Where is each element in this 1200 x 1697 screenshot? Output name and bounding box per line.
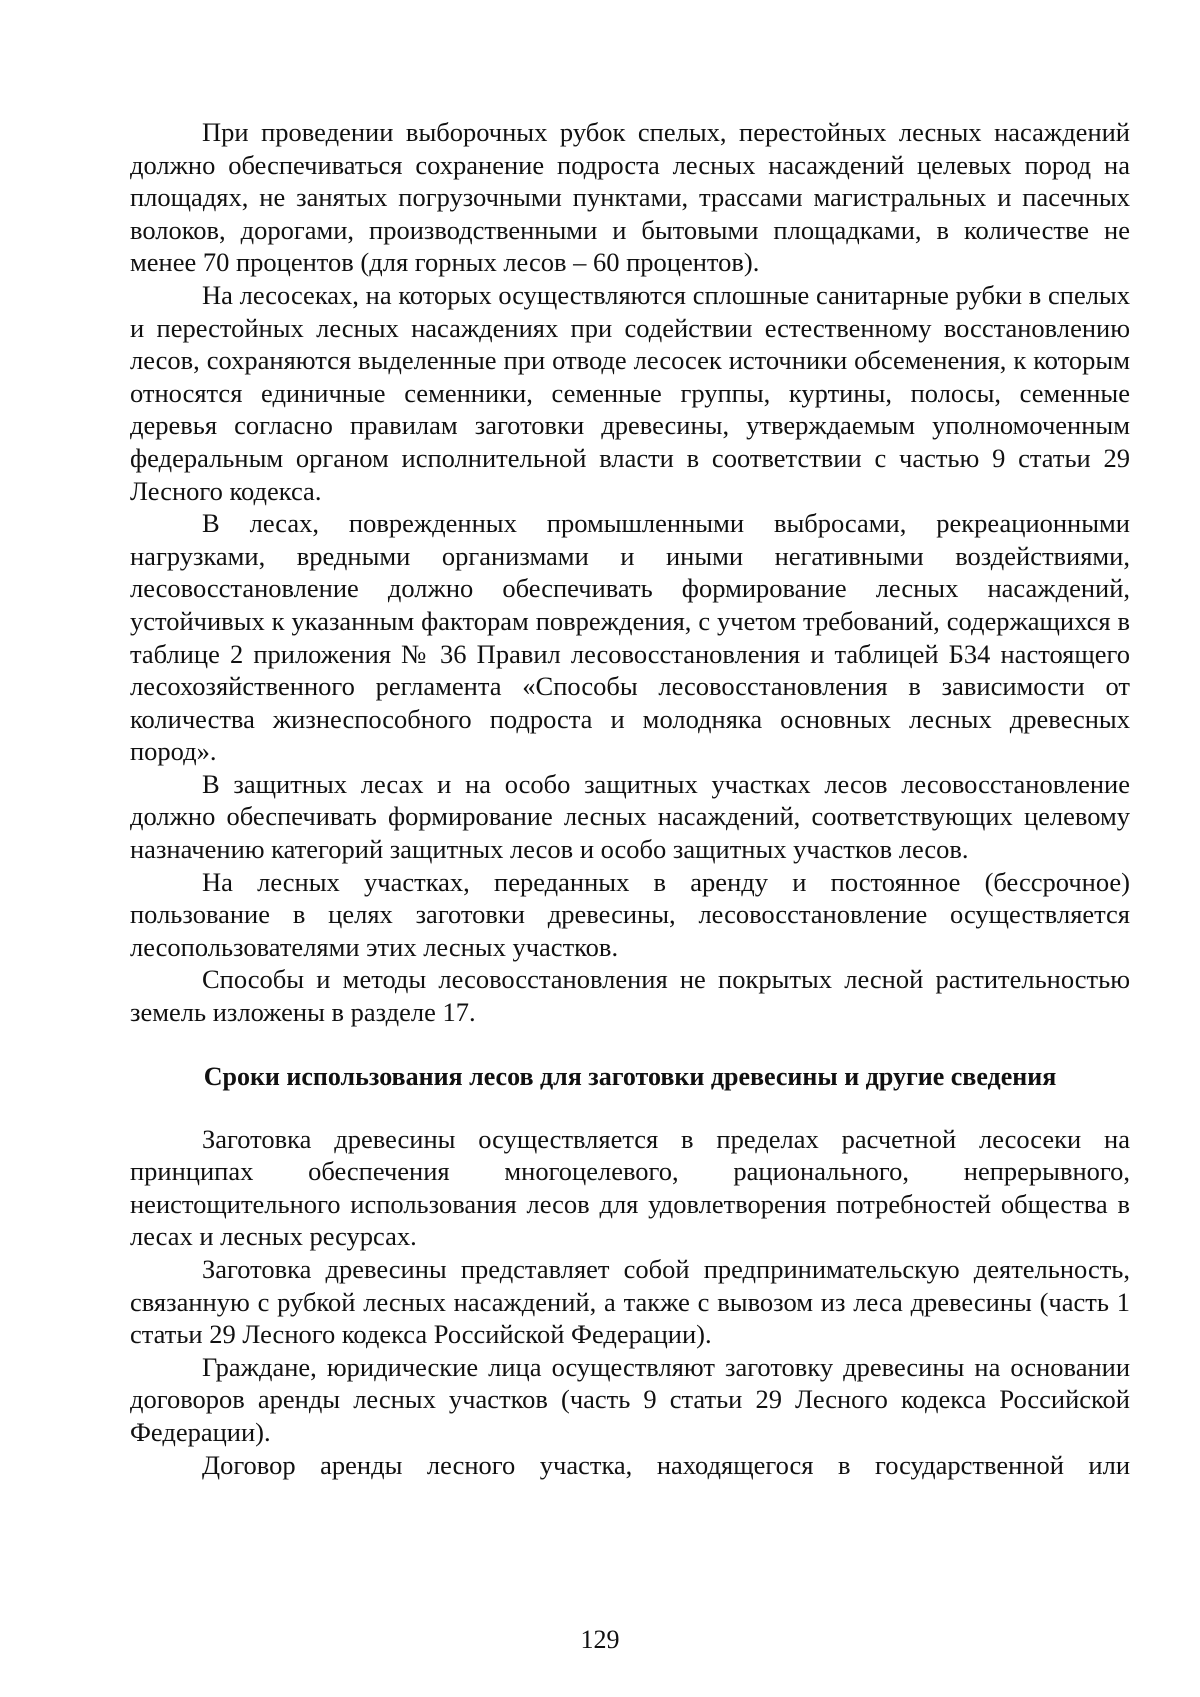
paragraph-protective-forests: В защитных лесах и на особо защитных участках лесов лесовосстановление должно обеспечивать формирование лесных насаждений, соответствующих целевому назначению категорий защитных лесов и особо защитных участков лесов. xyxy=(130,768,1130,865)
paragraph-damaged-forests: В лесах, поврежденных промышленными выбросами, рекреационными нагрузками, вредными организмами и иными негативными воздействиями, лесовосстановление должно обеспечивать формирование лесных насаждений, устойчивых к указанным факторам повреждения, с учетом требований, содержащихся в таблице 2 приложения № 36 Правил лесовосстановления и таблицей Б34 настоящего лесохозяйственного регламента «Способы лесовосстановления в зависимости от количества жизнеспособного подроста и молодняка основных лесных древесных пород». xyxy=(130,508,1130,767)
paragraph-selective-felling: При проведении выборочных рубок спелых, перестойных лесных насаждений должно обеспечиваться сохранение подроста лесных насаждений целевых пород на площадях, не занятых погрузочными пунктами, трассами магистральных и пасечных волоков, дорогами, производственными и бытовыми площадками, в количестве не менее 70 процентов (для горных лесов – 60 процентов). xyxy=(130,117,1130,278)
page-body xyxy=(130,116,1130,1481)
paragraph-sanitary-felling: На лесосеках, на которых осуществляются сплошные санитарные рубки в спелых и перестойных лесных насаждениях при содействии естественному восстановлению лесов, сохраняются выделенные при отводе лесосек источники обсеменения, к которым относятся единичные семенники, семенные группы, куртины, полосы, семенные деревья согласно правилам заготовки древесины, утверждаемым уполномоченным федеральным органом исполнительной власти в соответствии с частью 9 статьи 29 Лесного кодекса. xyxy=(130,279,1130,506)
paragraph-reforestation-methods: Способы и методы лесовосстановления не покрытых лесной растительностью земель изложены в разделе 17. xyxy=(130,964,1130,1028)
paragraph-lease-agreement: Договор аренды лесного участка, находящегося в государственной или xyxy=(202,1449,1130,1480)
paragraph-harvest-definition: Заготовка древесины представляет собой предпринимательскую деятельность, связанную с рубкой лесных насаждений, а также с вывозом из леса древесины (часть 1 статьи 29 Лесного кодекса Российской Федерации). xyxy=(130,1254,1130,1350)
page-number: 129 xyxy=(580,1625,620,1654)
paragraph-leased-plots: На лесных участках, переданных в аренду и постоянное (бессрочное) пользование в целях заготовки древесины, лесовосстановление осуществляется лесопользователями этих лесных участков. xyxy=(130,866,1130,962)
paragraph-timber-harvest: Заготовка древесины осуществляется в пределах расчетной лесосеки на принципах обеспечения многоцелевого, рационального, непрерывного, неистощительного использования лесов для удовлетворения потребностей общества в лесах и лесных ресурсах. xyxy=(130,1123,1130,1252)
section-heading: Сроки использования лесов для заготовки древесины и другие сведения xyxy=(203,1061,1057,1091)
paragraph-lease-contracts: Граждане, юридические лица осуществляют заготовку древесины на основании договоров аренды лесных участков (часть 9 статьи 29 Лесного кодекса Российской Федерации). xyxy=(130,1351,1130,1447)
